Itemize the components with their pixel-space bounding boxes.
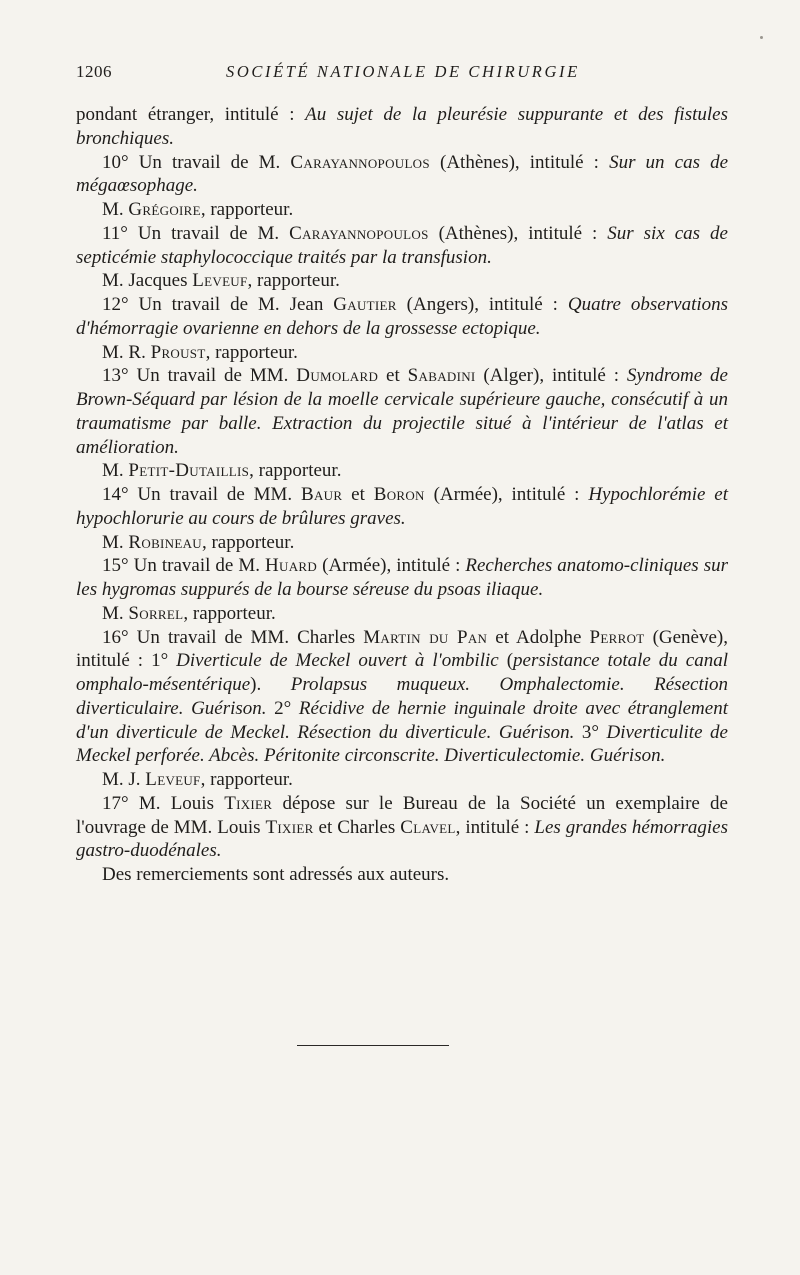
- text-run: (Armée), intitulé :: [317, 555, 466, 577]
- text-run: M. J.: [102, 769, 146, 790]
- author-name: Carayannopoulos: [290, 151, 430, 173]
- text-run: 11° Un travail de M.: [102, 222, 290, 244]
- author-name: Sabadini: [407, 365, 476, 387]
- text-run: , rapporteur.: [200, 199, 294, 220]
- text-run: M.: [102, 199, 129, 220]
- text-run: , rapporteur.: [200, 769, 293, 790]
- author-name: Martin du Pan: [363, 626, 488, 648]
- paragraph-closing: [76, 863, 728, 887]
- title-text: Récidive de hernie inguinale droite avec étranglement d'un diverticule de Meckel. Résection du diverticule. Guérison.: [76, 697, 728, 743]
- title-text: Sur six cas de septicémie staphylococcique traités par la transfusion.: [76, 222, 728, 268]
- text-run: et Charles: [313, 816, 401, 838]
- paragraph-item-14: [76, 483, 728, 531]
- text-run: et: [342, 484, 374, 505]
- title-text: Syndrome de Brown-Séquard par lésion de la moelle cervicale supérieure gauche, consécutif à un traumatisme par balle. Extraction du projectile situé à l'intérieur de l'atlas et amélioration.: [76, 365, 728, 458]
- author-name: Baur: [301, 484, 343, 505]
- paragraph-item-16: [76, 626, 728, 769]
- text-run: M.: [102, 460, 129, 482]
- paragraph-item-17: [76, 792, 728, 863]
- author-name: Perrot: [589, 626, 645, 648]
- title-text: Prolapsus muqueux. Omphalectomie. Résection diverticulaire. Guérison.: [76, 674, 728, 719]
- paragraph-item-13: [76, 364, 728, 459]
- author-name: Tixier: [265, 816, 314, 838]
- author-name: Huard: [265, 555, 318, 577]
- paragraph-rapporteur: [76, 269, 728, 293]
- text-run: 13° Un travail de MM.: [102, 365, 297, 387]
- author-name: Proust: [150, 341, 206, 363]
- paragraph-rapporteur: [76, 341, 728, 365]
- text-run: 3°: [574, 721, 607, 743]
- text-run: , rapporteur.: [205, 341, 298, 363]
- author-name: Clavel: [400, 816, 456, 838]
- title-text: Diverticule de Meckel ouvert à l'ombilic: [176, 650, 499, 672]
- text-run: 2°: [266, 697, 299, 719]
- text-run: (: [498, 650, 514, 672]
- text-run: et Adolphe: [487, 626, 590, 648]
- text-run: , rapporteur.: [201, 531, 295, 553]
- text-run: dépose sur le Bureau de la Société un exemplaire de l'ouvrage de MM. Louis: [76, 792, 728, 838]
- text-run: (Athènes), intitulé :: [429, 151, 610, 173]
- text-run: M.: [102, 602, 129, 624]
- text-run: 14° Un travail de MM.: [102, 484, 302, 505]
- title-text: Sur un cas de mégaœsophage.: [76, 151, 728, 197]
- paragraph-continuation: [76, 103, 728, 151]
- text-run: 15° Un travail de M.: [102, 555, 266, 577]
- paragraph-item-12: [76, 293, 728, 341]
- title-text: Quatre observations d'hémorragie ovarienne en dehors de la grossesse ectopique.: [76, 294, 729, 339]
- text-run: 10° Un travail de M.: [102, 151, 291, 173]
- running-title: SOCIÉTÉ NATIONALE DE CHIRURGIE: [226, 62, 580, 81]
- title-text: Au sujet de la pleurésie suppurante et des fistules bronchiques.: [76, 104, 728, 149]
- author-name: Grégoire: [128, 199, 201, 220]
- author-name: Dumolard: [296, 365, 379, 387]
- text-run: ).: [250, 674, 291, 695]
- paragraph-rapporteur: [76, 198, 728, 222]
- author-name: Tixier: [224, 792, 273, 814]
- title-text: Recherches anatomo-cliniques sur les hygromas suppurés de la bourse séreuse du psoas iliaque.: [76, 555, 728, 600]
- paragraph-rapporteur: [76, 768, 728, 792]
- paragraph-item-11: [76, 222, 728, 270]
- title-text: Diverticulite de Meckel perforée. Abcès. Péritonite circonscrite. Diverticulectomie. Guérison.: [76, 721, 728, 767]
- text-run: 17° M. Louis: [102, 792, 225, 814]
- page-header: [76, 62, 726, 88]
- paragraph-item-15: [76, 554, 728, 602]
- text-run: 16° Un travail de MM. Charles: [102, 626, 364, 648]
- paragraph-rapporteur: [76, 602, 728, 626]
- text-run: M.: [102, 531, 129, 553]
- text-run: (Athènes), intitulé :: [428, 222, 608, 244]
- text-run: Des remerciements sont adressés aux auteurs.: [102, 864, 450, 885]
- paper-speck: [760, 36, 763, 39]
- text-run: , rapporteur.: [249, 460, 342, 482]
- paragraph-rapporteur: [76, 459, 728, 483]
- section-divider: [297, 1045, 449, 1046]
- text-run: , intitulé :: [455, 816, 535, 838]
- author-name: Leveuf: [145, 769, 201, 790]
- text-run: (Angers), intitulé :: [396, 294, 568, 315]
- text-run: 12° Un travail de M. Jean: [102, 294, 334, 315]
- text-run: M. R.: [102, 341, 151, 363]
- text-run: (Genève), intitulé : 1°: [76, 626, 728, 672]
- paragraph-rapporteur: [76, 531, 728, 555]
- text-run: , rapporteur.: [183, 602, 276, 624]
- author-name: Sorrel: [128, 602, 184, 624]
- text-run: M. Jacques: [102, 270, 193, 292]
- body-text: [76, 103, 728, 887]
- author-name: Boron: [373, 484, 425, 505]
- title-text: persistance totale du canal omphalo-mésentérique: [76, 650, 728, 695]
- page-number: 1206: [76, 62, 112, 81]
- author-name: Petit-Dutaillis: [128, 460, 250, 482]
- author-name: Gautier: [333, 294, 397, 315]
- title-text: Hypochlorémie et hypochlorurie au cours de brûlures graves.: [76, 484, 728, 529]
- paragraph-item-10: [76, 151, 728, 199]
- text-run: (Alger), intitulé :: [475, 365, 627, 387]
- text-run: , rapporteur.: [247, 270, 340, 292]
- author-name: Robineau: [128, 531, 202, 553]
- text-run: (Armée), intitulé :: [424, 484, 589, 505]
- text-run: et: [378, 365, 408, 387]
- author-name: Carayannopoulos: [289, 222, 429, 244]
- title-text: Les grandes hémorragies gastro-duodénales.: [76, 816, 728, 862]
- author-name: Leveuf: [192, 270, 248, 292]
- text-run: pondant étranger, intitulé :: [76, 104, 306, 125]
